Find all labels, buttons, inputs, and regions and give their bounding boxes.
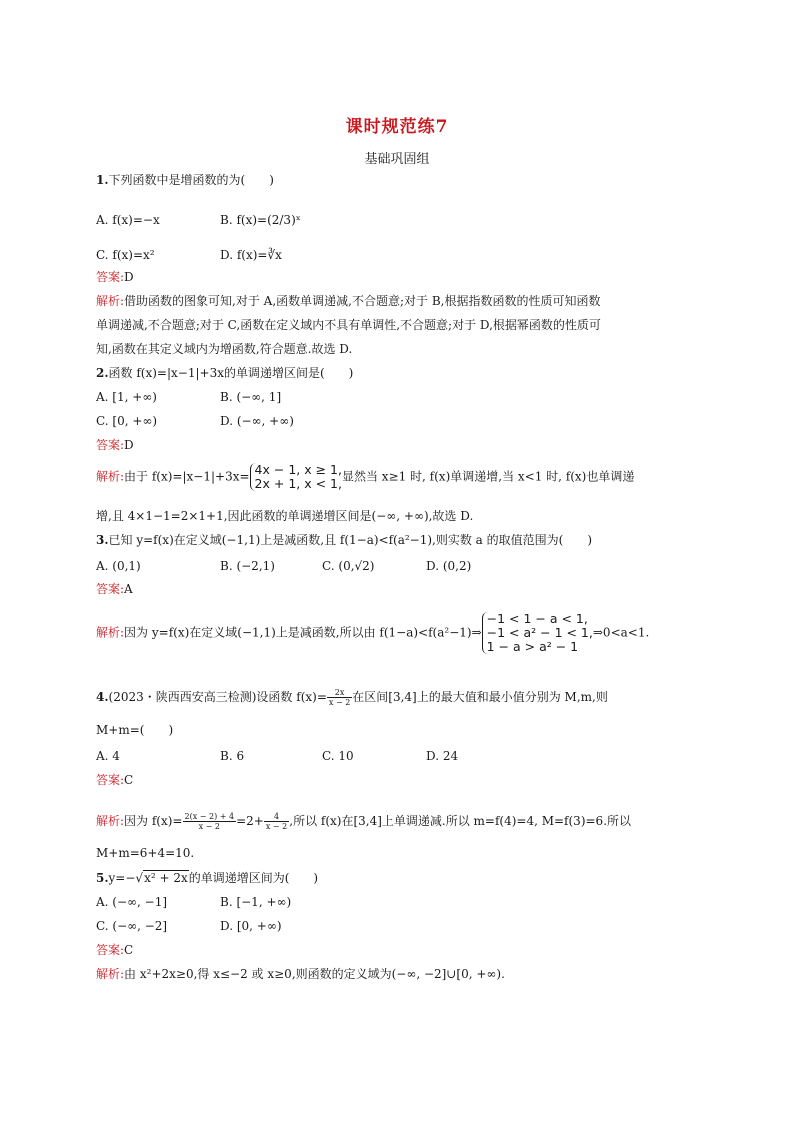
q5-number: 5. — [96, 871, 109, 885]
page-title: 课时规范练7 — [345, 117, 449, 137]
q4-frac2-num: 4 — [264, 812, 289, 822]
q3-case-2: −1 < a² − 1 < 1, — [486, 625, 593, 640]
answer-label: 答案: — [96, 270, 125, 284]
q4-option-a: A. 4 — [96, 749, 120, 763]
q5-stem-pre: y=− — [108, 871, 136, 885]
q2-stem: 函数 f(x)=|x−1|+3x的单调递增区间是( ) — [108, 366, 354, 380]
q2-answer — [96, 437, 134, 453]
q1-answer-value: D — [124, 270, 134, 284]
q1-analysis-line-3: 知,函数在其定义域内为增函数,符合题意.故选 D. — [96, 342, 353, 356]
answer-label: 答案: — [96, 438, 125, 452]
q4-analysis-line-2: M+m=6+4=10. — [96, 846, 195, 860]
q2-stem-line — [96, 365, 353, 381]
q5-answer — [96, 942, 133, 958]
section-subtitle: 基础巩固组 — [364, 152, 430, 167]
q2-answer-value: D — [124, 438, 134, 452]
q2-case-1: 4x − 1, x ≥ 1, — [254, 462, 342, 477]
q3-answer — [96, 581, 133, 597]
q2-option-b: B. (−∞, 1] — [220, 390, 282, 404]
q5-radicand: x² + 2x — [144, 871, 188, 885]
q2-number: 2. — [96, 366, 109, 380]
q4-analysis-post: ,所以 f(x)在[3,4]上单调递减.所以 m=f(4)=4, M=f(3)=6.所以 — [289, 814, 632, 828]
q4-analysis-line-1 — [96, 812, 631, 831]
q4-stem-line-2: M+m=( ) — [96, 723, 174, 737]
analysis-label: 解析: — [96, 814, 125, 828]
analysis-label: 解析: — [96, 967, 125, 981]
q3-case-3: 1 − a > a² − 1 — [486, 639, 579, 654]
q3-option-b: B. (−2,1) — [220, 559, 275, 573]
q4-number: 4. — [96, 690, 109, 704]
q2-analysis-post: 显然当 x≥1 时, f(x)单调递增,当 x<1 时, f(x)也单调递 — [341, 469, 635, 484]
q4-answer — [96, 772, 133, 788]
q2-analysis-line-1 — [96, 463, 634, 491]
q3-analysis-post: ⇒0<a<1. — [592, 625, 650, 640]
q1-option-c: C. f(x)=x² — [96, 248, 155, 262]
sqrt-symbol: √ — [135, 871, 144, 885]
q1-analysis-line-1 — [96, 293, 600, 309]
q3-option-c: C. (0,√2) — [322, 559, 375, 573]
q4-stem-pre: (2023・陕西西安高三检测)设函数 f(x)= — [108, 690, 327, 704]
q5-option-a: A. (−∞, −1] — [96, 895, 168, 909]
q4-frac2-den: x − 2 — [265, 822, 288, 831]
analysis-label: 解析: — [96, 469, 125, 484]
q1-analysis-line-2: 单调递减,不合题意;对于 C,函数在定义域内不具有单调性,不合题意;对于 D,根据幂函数的性质可 — [96, 318, 601, 332]
q3-analysis-line-1 — [96, 612, 649, 654]
q5-analysis: 由 x²+2x≥0,得 x≤−2 或 x≥0,则函数的定义域为(−∞, −2]∪[0, +∞). — [124, 967, 505, 981]
q3-stem: 已知 y=f(x)在定义域(−1,1)上是减函数,且 f(1−a)<f(a²−1),则实数 a 的取值范围为( ) — [108, 533, 593, 547]
q2-analysis-line-2: 增,且 4×1−1=2×1+1,因此函数的单调递增区间是(−∞, +∞),故选 D. — [96, 509, 474, 523]
q3-option-a: A. (0,1) — [96, 559, 141, 573]
q3-analysis-pre: 因为 y=f(x)在定义域(−1,1)上是减函数,所以由 f(1−a)<f(a²−1)⇒ — [124, 625, 482, 640]
q3-case-1: −1 < 1 − a < 1, — [486, 611, 588, 626]
q4-frac1-den: x − 2 — [198, 822, 220, 831]
q4-stem-line — [96, 688, 608, 707]
q1-option-b: B. f(x)=(2/3)ˣ — [220, 213, 301, 227]
q5-option-c: C. (−∞, −2] — [96, 919, 168, 933]
analysis-label: 解析: — [96, 294, 125, 308]
q4-answer-value: C — [124, 773, 134, 787]
q4-option-b: B. 6 — [220, 749, 245, 763]
q5-answer-value: C — [124, 943, 134, 957]
answer-label: 答案: — [96, 582, 125, 596]
analysis-label: 解析: — [96, 625, 125, 640]
q3-stem-line — [96, 532, 592, 548]
q3-option-d: D. (0,2) — [426, 559, 472, 573]
q5-stem-line — [96, 870, 318, 886]
q5-analysis-line-1 — [96, 966, 505, 982]
q1-stem: 下列函数中是增函数的为( ) — [108, 173, 274, 187]
q3-system — [482, 612, 593, 654]
q4-option-c: C. 10 — [322, 749, 354, 763]
q4-analysis-pre: 因为 f(x)= — [124, 814, 183, 828]
q4-frac-den: x − 2 — [328, 698, 351, 707]
q2-analysis-pre: 由于 f(x)=|x−1|+3x= — [124, 469, 250, 484]
q2-option-d: D. (−∞, +∞) — [220, 414, 294, 428]
q5-stem-post: 的单调递增区间为( ) — [188, 871, 319, 885]
q4-fraction — [327, 688, 352, 707]
q1-number: 1. — [96, 173, 109, 187]
q4-analysis-frac-2 — [264, 812, 289, 831]
q2-case-2: 2x + 1, x < 1, — [254, 476, 342, 491]
q4-option-d: D. 24 — [426, 749, 459, 763]
q5-option-b: B. [−1, +∞) — [220, 895, 292, 909]
q1-analysis-text-1: 借助函数的图象可知,对于 A,函数单调递减,不合题意;对于 B,根据指数函数的性质可知函数 — [124, 294, 601, 308]
answer-label: 答案: — [96, 773, 125, 787]
q1-answer — [96, 269, 134, 285]
q1-stem-line — [96, 172, 274, 188]
q3-number: 3. — [96, 533, 109, 547]
q4-analysis-frac-1 — [183, 812, 237, 831]
q4-analysis-mid: =2+ — [236, 814, 264, 828]
q5-option-d: D. [0, +∞) — [220, 919, 282, 933]
q2-option-a: A. [1, +∞) — [96, 390, 157, 404]
q2-piecewise — [250, 463, 342, 491]
q3-answer-value: A — [124, 582, 133, 596]
q4-frac1-num: 2(x − 2) + 4 — [184, 812, 235, 821]
q4-stem-post: 在区间[3,4]上的最大值和最小值分别为 M,m,则 — [352, 690, 608, 704]
q1-option-d: D. f(x)=∛x — [220, 248, 282, 262]
q4-frac-num: 2x — [327, 688, 352, 698]
answer-label: 答案: — [96, 943, 125, 957]
q2-option-c: C. [0, +∞) — [96, 414, 158, 428]
q1-option-a: A. f(x)=−x — [96, 213, 160, 227]
